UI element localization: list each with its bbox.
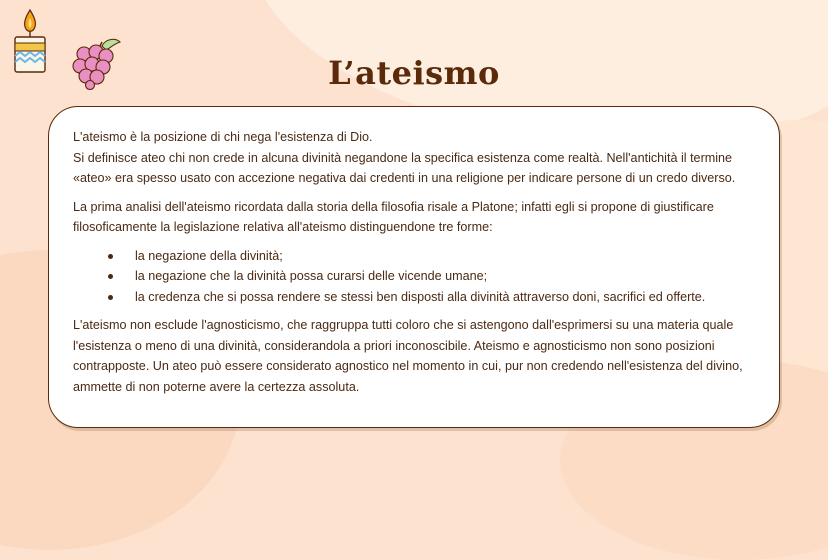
paragraph-definition: L'ateismo è la posizione di chi nega l'esistenza di Dio. (73, 130, 373, 144)
list-item: la negazione della divinità; (135, 246, 753, 267)
paragraph-agnosticismo: L'ateismo non esclude l'agnosticismo, che raggruppa tutti coloro che si astengono dall'esprimersi su una materia quale l'esistenza o meno di una divinità, considerandola a priori inconoscibile. Ateismo e agnosticismo non sono posizioni contrapposte. Un ateo può essere considerato agnostico nel momento in cui, pur non credendo nell'esistenza del divino, ammette di non poterne avere la certezza assoluta. (73, 318, 743, 394)
paragraph-platone: La prima analisi dell'ateismo ricordata dalla storia della filosofia risale a Platone; infatti egli si propone di giustificare filosoficamente la legislazione relativa all'ateismo distinguendone tre forme: (73, 199, 714, 234)
paragraph-ateo: Si definisce ateo chi non crede in alcuna divinità negandone la specifica esistenza come realtà. Nell'antichità il termine «ateo» era spesso usato con accezione negativa dai credenti in una religione per indicare persone di un credo diverso. (73, 150, 736, 185)
forms-list (73, 246, 753, 308)
content-card (48, 106, 780, 428)
list-item: la negazione che la divinità possa curarsi delle vicende umane; (135, 266, 753, 287)
page-title: L’ateismo (328, 54, 500, 92)
list-item: la credenza che si possa rendere se stessi ben disposti alla divinità attraverso doni, sacrifici ed offerte. (135, 287, 753, 308)
